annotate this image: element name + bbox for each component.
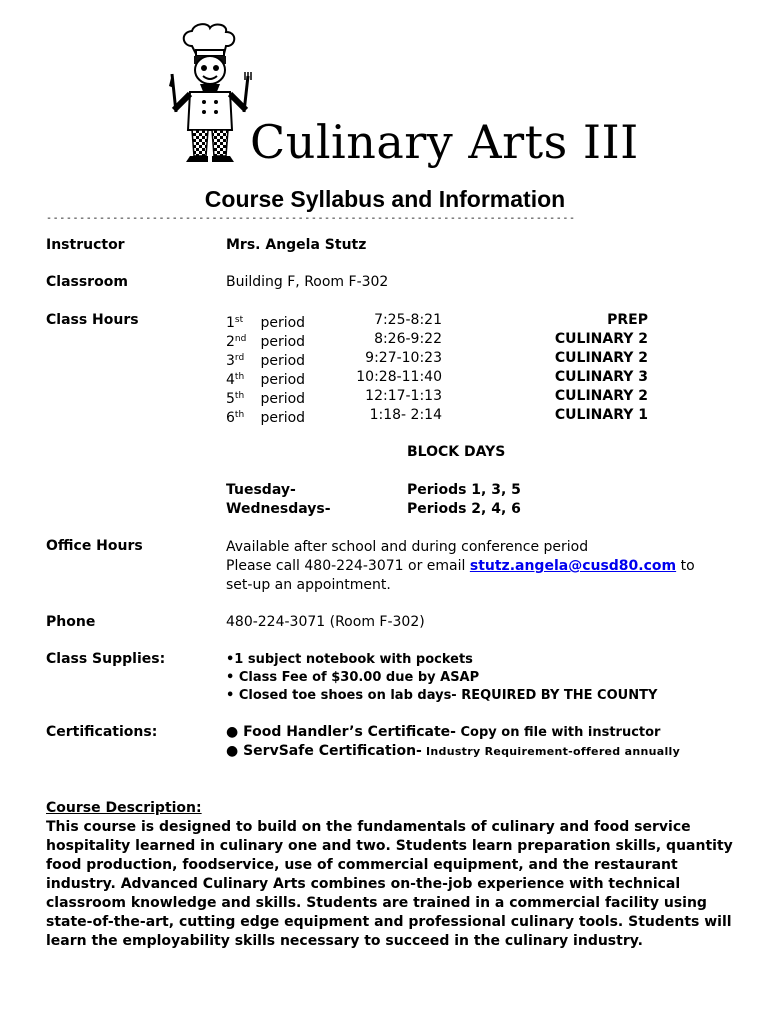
period-row: 4th period (226, 372, 306, 388)
period-time: 8:26-9:22 (374, 331, 442, 347)
prep-heading: PREP (607, 312, 648, 328)
instructor-value: Mrs. Angela Stutz (226, 237, 367, 253)
period-prep: CULINARY 2 (554, 350, 648, 366)
period-time: 1:18- 2:14 (369, 407, 442, 423)
period-prep: CULINARY 3 (554, 369, 648, 385)
certification-item: ● Food Handler’s Certificate- Copy on file with instructor (226, 724, 661, 740)
period-row: 5th period (226, 391, 306, 407)
instructor-label: Instructor (46, 237, 125, 253)
certification-item: ● ServSafe Certification- Industry Requirement-offered annually (226, 743, 681, 759)
period-time: 9:27-10:23 (365, 350, 442, 366)
period-row: 2nd period (226, 334, 306, 350)
office-hours-line: set-up an appointment. (226, 577, 391, 593)
period-row: 3rd period (226, 353, 306, 369)
period-prep: CULINARY 1 (554, 407, 648, 423)
block-day: Tuesday- (226, 482, 296, 498)
course-description-body: This course is designed to build on the fundamentals of culinary and food service hospitality learned in culinary one and two. Students learn preparation skills, quantity food production, foodservice, use of commercial equipment, and the restaurant industry. Advanced Culinary Arts combines on-the-job experience with technical classroom knowledge and skills. Students are trained in a commercial facility using state-of-the-art, cutting edge equipment and professional culinary tools. Students will learn the employability skills necessary to succeed in the culinary industry. (46, 819, 733, 949)
chef-illustration (160, 22, 260, 164)
period-prep: CULINARY 2 (554, 331, 648, 347)
email-link[interactable]: stutz.angela@cusd80.com (469, 558, 677, 574)
period-time: 12:17-1:13 (365, 388, 442, 404)
classroom-value: Building F, Room F-302 (226, 274, 389, 290)
period-prep: CULINARY 2 (554, 388, 648, 404)
period-row: 1st period (226, 315, 306, 331)
class-hours-label: Class Hours (46, 312, 139, 328)
office-hours-label: Office Hours (46, 538, 143, 554)
block-day: Wednesdays- (226, 501, 331, 517)
supply-item: • Closed toe shoes on lab days- REQUIRED BY THE COUNTY (226, 688, 658, 703)
classroom-label: Classroom (46, 274, 128, 290)
page-subtitle: Course Syllabus and Information (204, 186, 566, 212)
phone-value: 480-224-3071 (Room F-302) (226, 614, 425, 630)
period-time: 10:28-11:40 (356, 369, 442, 385)
supply-item: • Class Fee of $30.00 due by ASAP (226, 670, 480, 685)
certifications-label: Certifications: (46, 724, 158, 740)
office-hours-line: Available after school and during conference period (226, 539, 589, 555)
office-hours-contact: Please call 480-224-3071 or email stutz.angela@cusd80.com to (226, 558, 695, 574)
course-description-heading: Course Description: (46, 800, 202, 816)
supply-item: •1 subject notebook with pockets (226, 652, 473, 667)
block-periods: Periods 1, 3, 5 (407, 482, 521, 498)
page-title: Culinary Arts III (250, 115, 639, 169)
block-periods: Periods 2, 4, 6 (407, 501, 521, 517)
divider: -------------------------------------------------------------------------------- (46, 213, 576, 224)
phone-label: Phone (46, 614, 96, 630)
class-supplies-label: Class Supplies: (46, 651, 166, 667)
block-days-heading: BLOCK DAYS (407, 444, 506, 460)
period-time: 7:25-8:21 (374, 312, 442, 328)
period-row: 6th period (226, 410, 306, 426)
